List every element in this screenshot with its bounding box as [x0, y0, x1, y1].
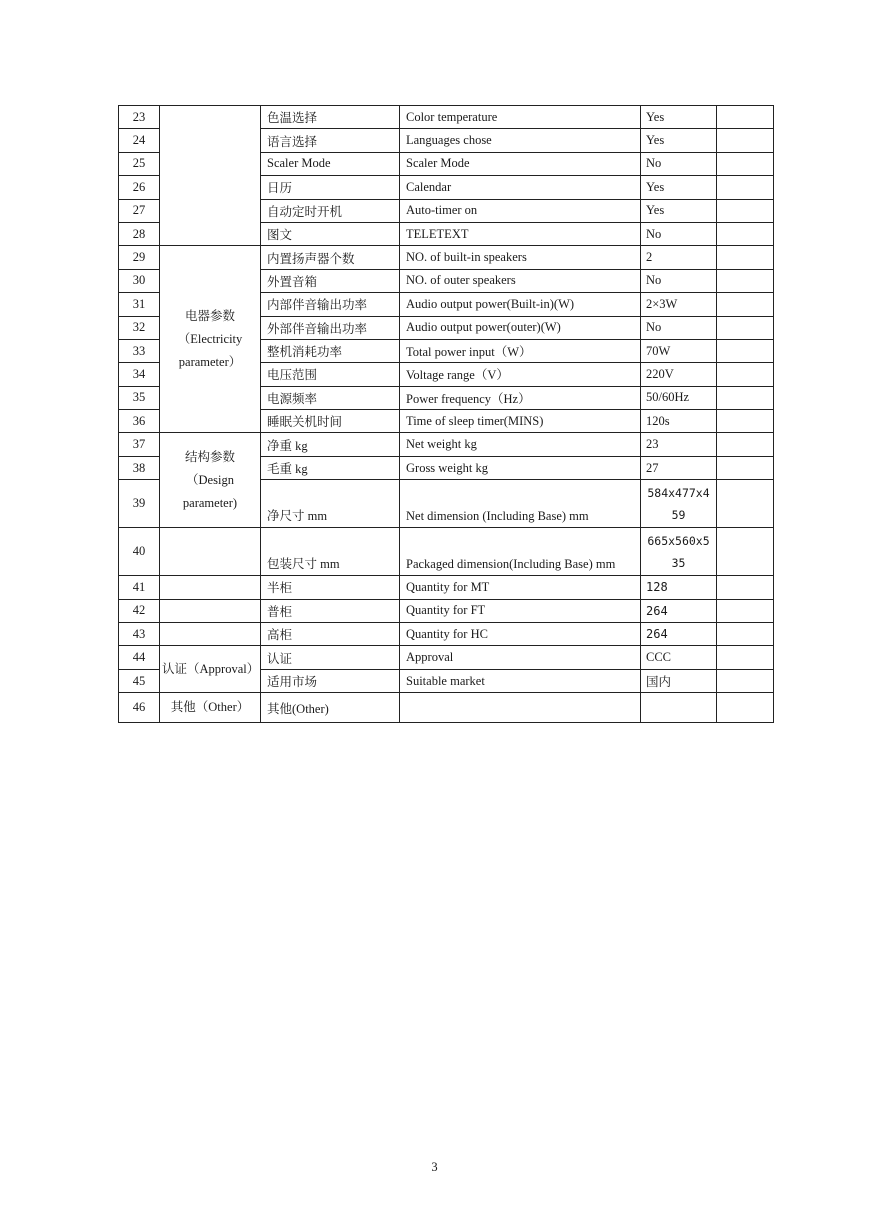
remark-cell	[717, 646, 774, 669]
spec-value	[641, 693, 717, 723]
spec-value: Yes	[641, 199, 717, 222]
english-name: Power frequency（Hz）	[400, 386, 641, 409]
row-number: 27	[119, 199, 160, 222]
row-number: 38	[119, 456, 160, 479]
english-name: Total power input（W）	[400, 339, 641, 362]
remark-cell	[717, 599, 774, 622]
table-row	[119, 693, 774, 723]
english-name: Net weight kg	[400, 433, 641, 456]
category-cell-empty	[160, 576, 261, 599]
table-row	[119, 646, 774, 669]
english-name: Quantity for HC	[400, 623, 641, 646]
row-number: 23	[119, 106, 160, 129]
category-design: 结构参数（Design parameter)	[160, 433, 261, 528]
remark-cell	[717, 222, 774, 245]
spec-value: 50/60Hz	[641, 386, 717, 409]
english-name: Time of sleep timer(MINS)	[400, 410, 641, 433]
english-name: Calendar	[400, 176, 641, 199]
category-cell-empty	[160, 623, 261, 646]
row-number: 32	[119, 316, 160, 339]
chinese-name: 适用市场	[261, 669, 400, 692]
spec-value: No	[641, 152, 717, 175]
category-cell-empty	[160, 599, 261, 622]
row-number: 46	[119, 693, 160, 723]
spec-value: No	[641, 269, 717, 292]
spec-value: No	[641, 316, 717, 339]
english-name: NO. of built-in speakers	[400, 246, 641, 269]
row-number: 30	[119, 269, 160, 292]
chinese-name: 高柜	[261, 623, 400, 646]
category-cell-empty	[160, 528, 261, 576]
remark-cell	[717, 269, 774, 292]
spec-value: Yes	[641, 129, 717, 152]
row-number: 39	[119, 480, 160, 528]
english-name: TELETEXT	[400, 222, 641, 245]
table-row	[119, 599, 774, 622]
chinese-name: 色温选择	[261, 106, 400, 129]
spec-table	[118, 105, 774, 723]
row-number: 28	[119, 222, 160, 245]
chinese-name: 图文	[261, 222, 400, 245]
spec-value: 23	[641, 433, 717, 456]
spec-value: 2×3W	[641, 293, 717, 316]
category-other: 其他（Other）	[160, 693, 261, 723]
spec-value: 264	[641, 599, 717, 622]
spec-value: 220V	[641, 363, 717, 386]
spec-table-body	[119, 106, 774, 723]
remark-cell	[717, 623, 774, 646]
english-name: Packaged dimension(Including Base) mm	[400, 528, 641, 576]
chinese-name: 睡眠关机时间	[261, 410, 400, 433]
table-row	[119, 106, 774, 129]
row-number: 34	[119, 363, 160, 386]
english-name: Auto-timer on	[400, 199, 641, 222]
spec-value: CCC	[641, 646, 717, 669]
english-name: Audio output power(Built-in)(W)	[400, 293, 641, 316]
chinese-name: 普柜	[261, 599, 400, 622]
remark-cell	[717, 339, 774, 362]
row-number: 40	[119, 528, 160, 576]
page-number: 3	[431, 1160, 438, 1174]
row-number: 29	[119, 246, 160, 269]
row-number: 26	[119, 176, 160, 199]
chinese-name: 净尺寸 mm	[261, 480, 400, 528]
row-number: 35	[119, 386, 160, 409]
chinese-name: 认证	[261, 646, 400, 669]
spec-value: No	[641, 222, 717, 245]
remark-cell	[717, 176, 774, 199]
english-name: Quantity for MT	[400, 576, 641, 599]
remark-cell	[717, 528, 774, 576]
chinese-name: 外部伴音输出功率	[261, 316, 400, 339]
row-number: 37	[119, 433, 160, 456]
spec-value: 27	[641, 456, 717, 479]
spec-value: 584x477x4 59	[641, 480, 717, 528]
row-number: 41	[119, 576, 160, 599]
spec-value: 120s	[641, 410, 717, 433]
row-number: 25	[119, 152, 160, 175]
row-number: 45	[119, 669, 160, 692]
chinese-name: 内置扬声器个数	[261, 246, 400, 269]
category-electricity: 电器参数（Electricity parameter）	[160, 246, 261, 433]
table-row	[119, 576, 774, 599]
spec-value: 70W	[641, 339, 717, 362]
chinese-name: 净重 kg	[261, 433, 400, 456]
english-name: Audio output power(outer)(W)	[400, 316, 641, 339]
table-row	[119, 528, 774, 576]
remark-cell	[717, 410, 774, 433]
spec-value: 264	[641, 623, 717, 646]
english-name: Scaler Mode	[400, 152, 641, 175]
english-name: NO. of outer speakers	[400, 269, 641, 292]
spec-value: 2	[641, 246, 717, 269]
remark-cell	[717, 129, 774, 152]
chinese-name: 电源频率	[261, 386, 400, 409]
english-name: Suitable market	[400, 669, 641, 692]
table-row	[119, 433, 774, 456]
remark-cell	[717, 293, 774, 316]
chinese-name: 语言选择	[261, 129, 400, 152]
category-cell-empty	[160, 106, 261, 246]
remark-cell	[717, 363, 774, 386]
spec-value: Yes	[641, 106, 717, 129]
remark-cell	[717, 152, 774, 175]
chinese-name: 半柜	[261, 576, 400, 599]
chinese-name: 整机消耗功率	[261, 339, 400, 362]
chinese-name: 毛重 kg	[261, 456, 400, 479]
chinese-name: 内部伴音输出功率	[261, 293, 400, 316]
english-name: Gross weight kg	[400, 456, 641, 479]
remark-cell	[717, 693, 774, 723]
row-number: 42	[119, 599, 160, 622]
spec-value: 128	[641, 576, 717, 599]
table-row	[119, 246, 774, 269]
remark-cell	[717, 316, 774, 339]
chinese-name: 自动定时开机	[261, 199, 400, 222]
remark-cell	[717, 246, 774, 269]
row-number: 44	[119, 646, 160, 669]
chinese-name: 其他(Other)	[261, 693, 400, 723]
english-name: Quantity for FT	[400, 599, 641, 622]
english-name: Languages chose	[400, 129, 641, 152]
row-number: 36	[119, 410, 160, 433]
category-approval: 认证（Approval）	[160, 646, 261, 693]
remark-cell	[717, 669, 774, 692]
english-name: Color temperature	[400, 106, 641, 129]
spec-value: 665x560x5 35	[641, 528, 717, 576]
chinese-name: 包装尺寸 mm	[261, 528, 400, 576]
english-name: Net dimension (Including Base) mm	[400, 480, 641, 528]
remark-cell	[717, 433, 774, 456]
row-number: 24	[119, 129, 160, 152]
row-number: 43	[119, 623, 160, 646]
remark-cell	[717, 106, 774, 129]
remark-cell	[717, 386, 774, 409]
remark-cell	[717, 456, 774, 479]
spec-value: Yes	[641, 176, 717, 199]
english-name: Approval	[400, 646, 641, 669]
spec-value: 国内	[641, 669, 717, 692]
row-number: 31	[119, 293, 160, 316]
remark-cell	[717, 199, 774, 222]
chinese-name: Scaler Mode	[261, 152, 400, 175]
row-number: 33	[119, 339, 160, 362]
chinese-name: 日历	[261, 176, 400, 199]
table-row	[119, 623, 774, 646]
remark-cell	[717, 576, 774, 599]
english-name	[400, 693, 641, 723]
english-name: Voltage range（V）	[400, 363, 641, 386]
chinese-name: 电压范围	[261, 363, 400, 386]
chinese-name: 外置音箱	[261, 269, 400, 292]
remark-cell	[717, 480, 774, 528]
